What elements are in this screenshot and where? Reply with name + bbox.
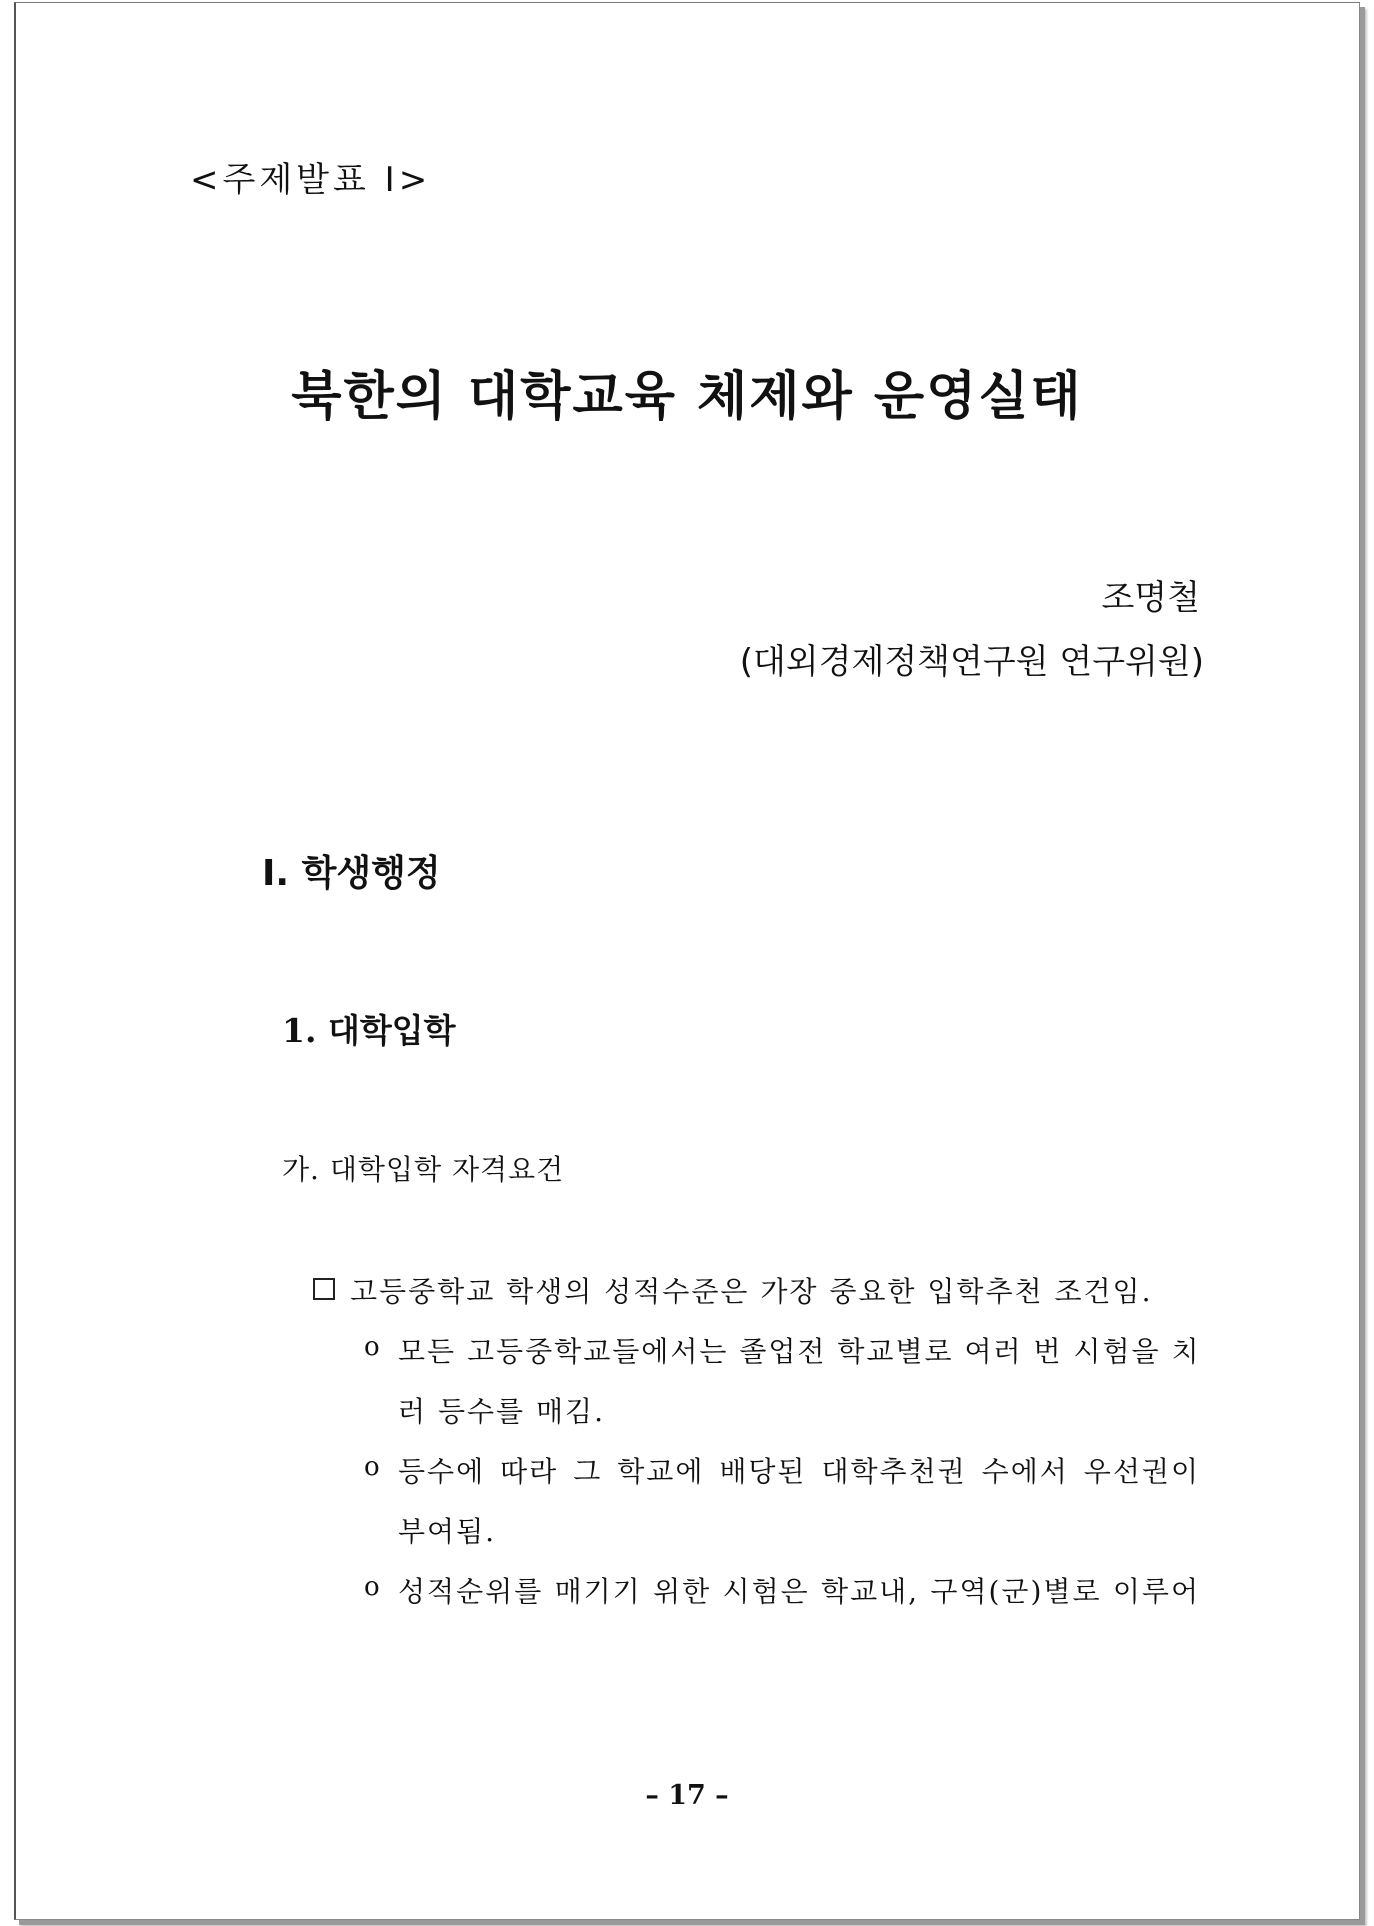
circle-bullet-icon: o (364, 1452, 380, 1482)
item-heading: 가. 대학입학 자격요건 (282, 1153, 565, 1186)
sub-point-continuation: 러 등수를 매김. (398, 1395, 605, 1428)
sub-point-line: 등수에 따라 그 학교에 배당된 대학추천권 수에서 우선권이 (398, 1455, 1200, 1488)
section-heading: Ⅰ. 학생행정 (262, 853, 441, 894)
circle-bullet-icon: o (364, 1332, 380, 1362)
sub-point-line: 성적순위를 매기기 위한 시험은 학교내, 구역(군)별로 이루어 (398, 1575, 1200, 1608)
checkbox-bullet-icon (313, 1278, 335, 1300)
session-label: <주제발표 Ⅰ> (190, 160, 432, 200)
page-title: 북한의 대학교육 체제와 운영실태 (291, 367, 1083, 427)
subsection-heading: 1. 대학입학 (282, 1011, 456, 1050)
sub-point-continuation: 부여됨. (398, 1515, 497, 1548)
circle-bullet-icon: o (364, 1572, 380, 1602)
sub-point-line: 모든 고등중학교들에서는 졸업전 학교별로 여러 번 시험을 치 (398, 1335, 1201, 1368)
document-page (14, 2, 1360, 1920)
author-name: 조명철 (1101, 578, 1200, 618)
box-point-text: 고등중학교 학생의 성적수준은 가장 중요한 입학추천 조건임. (350, 1275, 1153, 1308)
page-number: – 17 – (645, 1780, 729, 1811)
author-affiliation: (대외경제정책연구원 연구위원) (739, 642, 1204, 682)
